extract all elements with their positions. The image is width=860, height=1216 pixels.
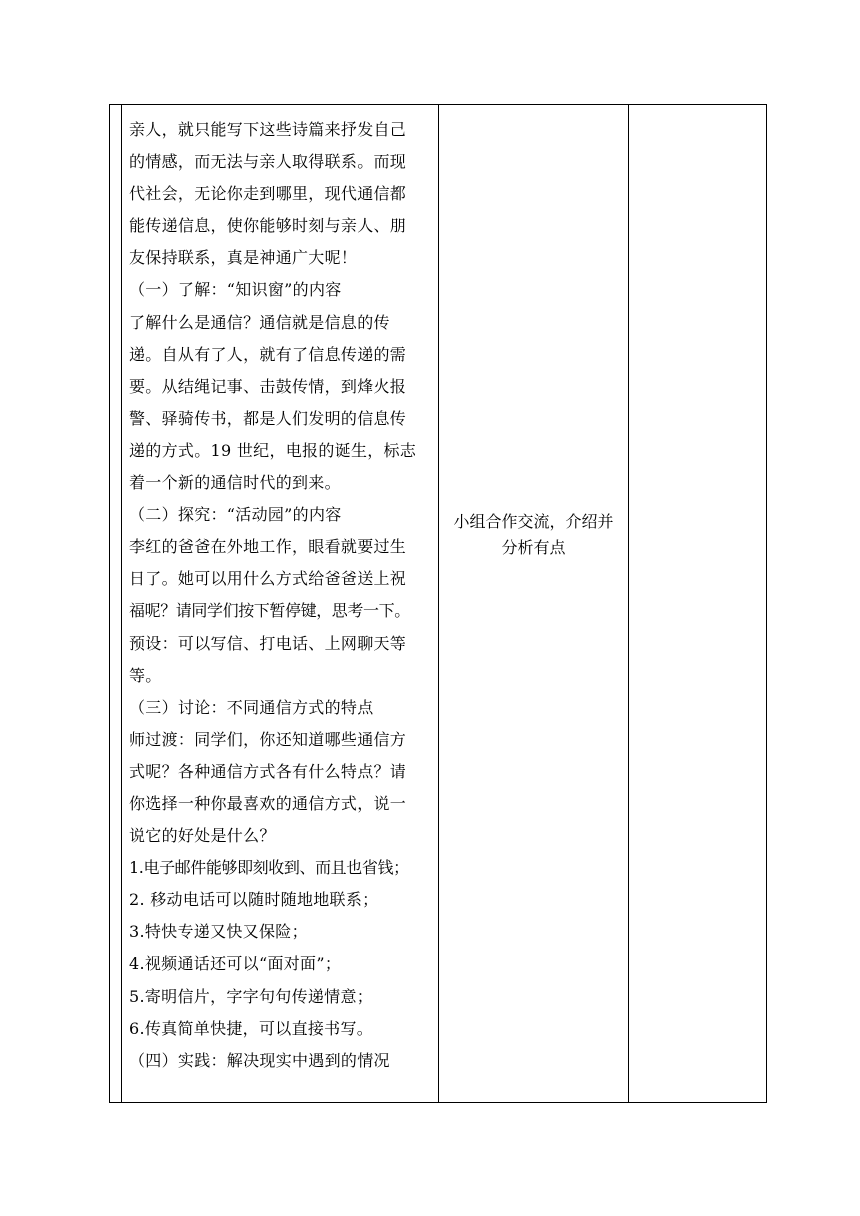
content-line: 说它的好处是什么？ bbox=[129, 826, 276, 846]
list-item: 6.传真简单快捷，可以直接书写。 bbox=[129, 1018, 374, 1038]
list-item: 5.寄明信片，字字句句传递情意； bbox=[129, 986, 374, 1006]
lesson-table bbox=[109, 104, 767, 1103]
content-line: 日了。她可以用什么方式给爸爸送上祝 bbox=[129, 569, 407, 589]
section-heading-2: （二）探究：“活动园”的内容 bbox=[129, 505, 342, 525]
content-line: 着一个新的通信时代的到来。 bbox=[129, 473, 341, 493]
list-item: 2. 移动电话可以随时随地地联系； bbox=[129, 890, 379, 910]
narrow-left-column bbox=[110, 105, 122, 1102]
content-line: 要。从结绳记事、击鼓传情，到烽火报 bbox=[129, 376, 407, 396]
list-item: 3.特快专递又快又保险； bbox=[129, 922, 308, 942]
content-line: 递。自从有了人，就有了信息传递的需 bbox=[129, 344, 407, 364]
list-item: 1.电子邮件能够即刻收到、而且也省钱； bbox=[129, 858, 409, 878]
student-activity-line: 小组合作交流，介绍并 bbox=[453, 512, 614, 531]
notes-cell bbox=[629, 105, 768, 1102]
content-line: 了解什么是通信？通信就是信息的传 bbox=[129, 312, 390, 332]
student-activity-text bbox=[439, 509, 628, 561]
section-heading-4: （四）实践：解决现实中遇到的情况 bbox=[129, 1050, 390, 1070]
content-line: 亲人，就只能写下这些诗篇来抒发自己 bbox=[129, 120, 407, 139]
content-line: 式呢？各种通信方式各有什么特点？请 bbox=[129, 761, 407, 781]
content-line: 能传递信息，使你能够时刻与亲人、朋 bbox=[129, 216, 407, 236]
content-line: 预设：可以写信、打电话、上网聊天等 bbox=[129, 633, 407, 653]
student-activity-line: 分析有点 bbox=[501, 538, 566, 557]
section-heading-1: （一）了解：“知识窗”的内容 bbox=[129, 280, 342, 300]
content-line: 师过渡：同学们，你还知道哪些通信方 bbox=[129, 729, 407, 749]
content-line: 代社会，无论你走到哪里，现代通信都 bbox=[129, 184, 407, 204]
teaching-content-cell bbox=[122, 105, 439, 1102]
content-line: 福呢？请同学们按下暂停键，思考一下。 bbox=[129, 601, 410, 621]
content-line: 警、驿骑传书，都是人们发明的信息传 bbox=[129, 408, 407, 428]
section-heading-3: （三）讨论：不同通信方式的特点 bbox=[129, 697, 374, 717]
content-line: 李红的爸爸在外地工作，眼看就要过生 bbox=[129, 537, 407, 557]
content-line: 递的方式。19 世纪，电报的诞生，标志 bbox=[129, 440, 417, 460]
list-item: 4.视频通话还可以“面对面”； bbox=[129, 954, 342, 974]
content-line: 友保持联系，真是神通广大呢！ bbox=[129, 248, 358, 268]
student-activity-cell bbox=[439, 105, 629, 1102]
content-line: 你选择一种你最喜欢的通信方式，说一 bbox=[129, 793, 407, 813]
content-line: 的情感，而无法与亲人取得联系。而现 bbox=[129, 152, 407, 172]
content-line: 等。 bbox=[129, 665, 162, 685]
